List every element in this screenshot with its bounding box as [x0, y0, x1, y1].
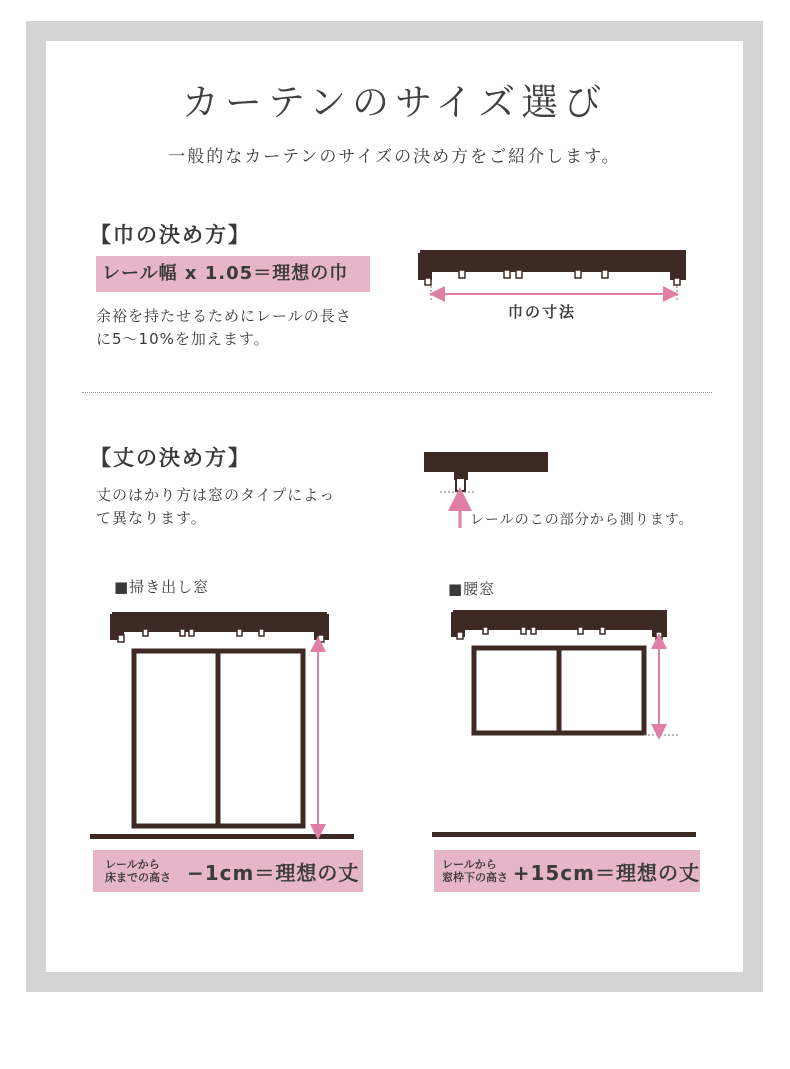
- floor-formula-prefix-line1: レールから: [105, 858, 160, 871]
- detail-rail-bar: [424, 452, 548, 472]
- floor-line: [90, 834, 354, 839]
- width-runner: [575, 270, 581, 278]
- length-heading: 【丈の決め方】: [90, 446, 251, 470]
- width-rail-bar: [420, 250, 686, 272]
- page-subtitle: 一般的なカーテンのサイズの決め方をご紹介します。: [168, 147, 621, 167]
- waist-formula-prefix-line2: 窓枠下の高さ: [442, 871, 508, 884]
- width-runner: [602, 270, 608, 278]
- waist-window-left-pane: [474, 648, 559, 733]
- width-rail-diagram: [418, 250, 686, 302]
- waist-window-diagram: [432, 610, 696, 837]
- window-type-name-floor: ■掃き出し窓: [114, 578, 210, 596]
- width-runner: [504, 270, 510, 278]
- page-title: カーテンのサイズ選び: [181, 81, 608, 124]
- waist-floor-line: [432, 832, 696, 837]
- window-type-name-waist: ■腰窓: [448, 580, 496, 598]
- width-rail-left-end: [418, 253, 432, 280]
- detail-runner-hook: [456, 478, 465, 491]
- width-formula-box: レール幅 x 1.05＝理想の巾: [96, 256, 370, 292]
- floor-window-left-pane: [134, 651, 218, 826]
- length-description: 丈のはかり方は窓のタイプによって異なります。: [96, 486, 336, 527]
- floor-formula-prefix-line2: 床までの高さ: [105, 871, 171, 884]
- measure-point-note: レールのこの部分から測ります。: [470, 512, 694, 528]
- width-rail-right-end: [670, 253, 686, 280]
- waist-window-right-pane: [559, 648, 644, 733]
- width-runner: [516, 270, 522, 278]
- floor-window-diagram: [90, 612, 354, 839]
- waist-formula-prefix-line1: レールから: [442, 858, 497, 871]
- floor-formula-main: −1cm＝理想の丈: [187, 860, 360, 885]
- measure-point-diagram: [424, 452, 548, 528]
- width-heading: 【巾の決め方】: [90, 223, 251, 247]
- waist-formula-main: +15cm＝理想の丈: [512, 860, 700, 885]
- floor-window-right-pane: [218, 651, 303, 826]
- width-measure-label: 巾の寸法: [508, 303, 577, 321]
- width-runner: [459, 270, 465, 278]
- width-description: 余裕を持たせるためにレールの長さに5〜10%を加えます。: [96, 307, 352, 348]
